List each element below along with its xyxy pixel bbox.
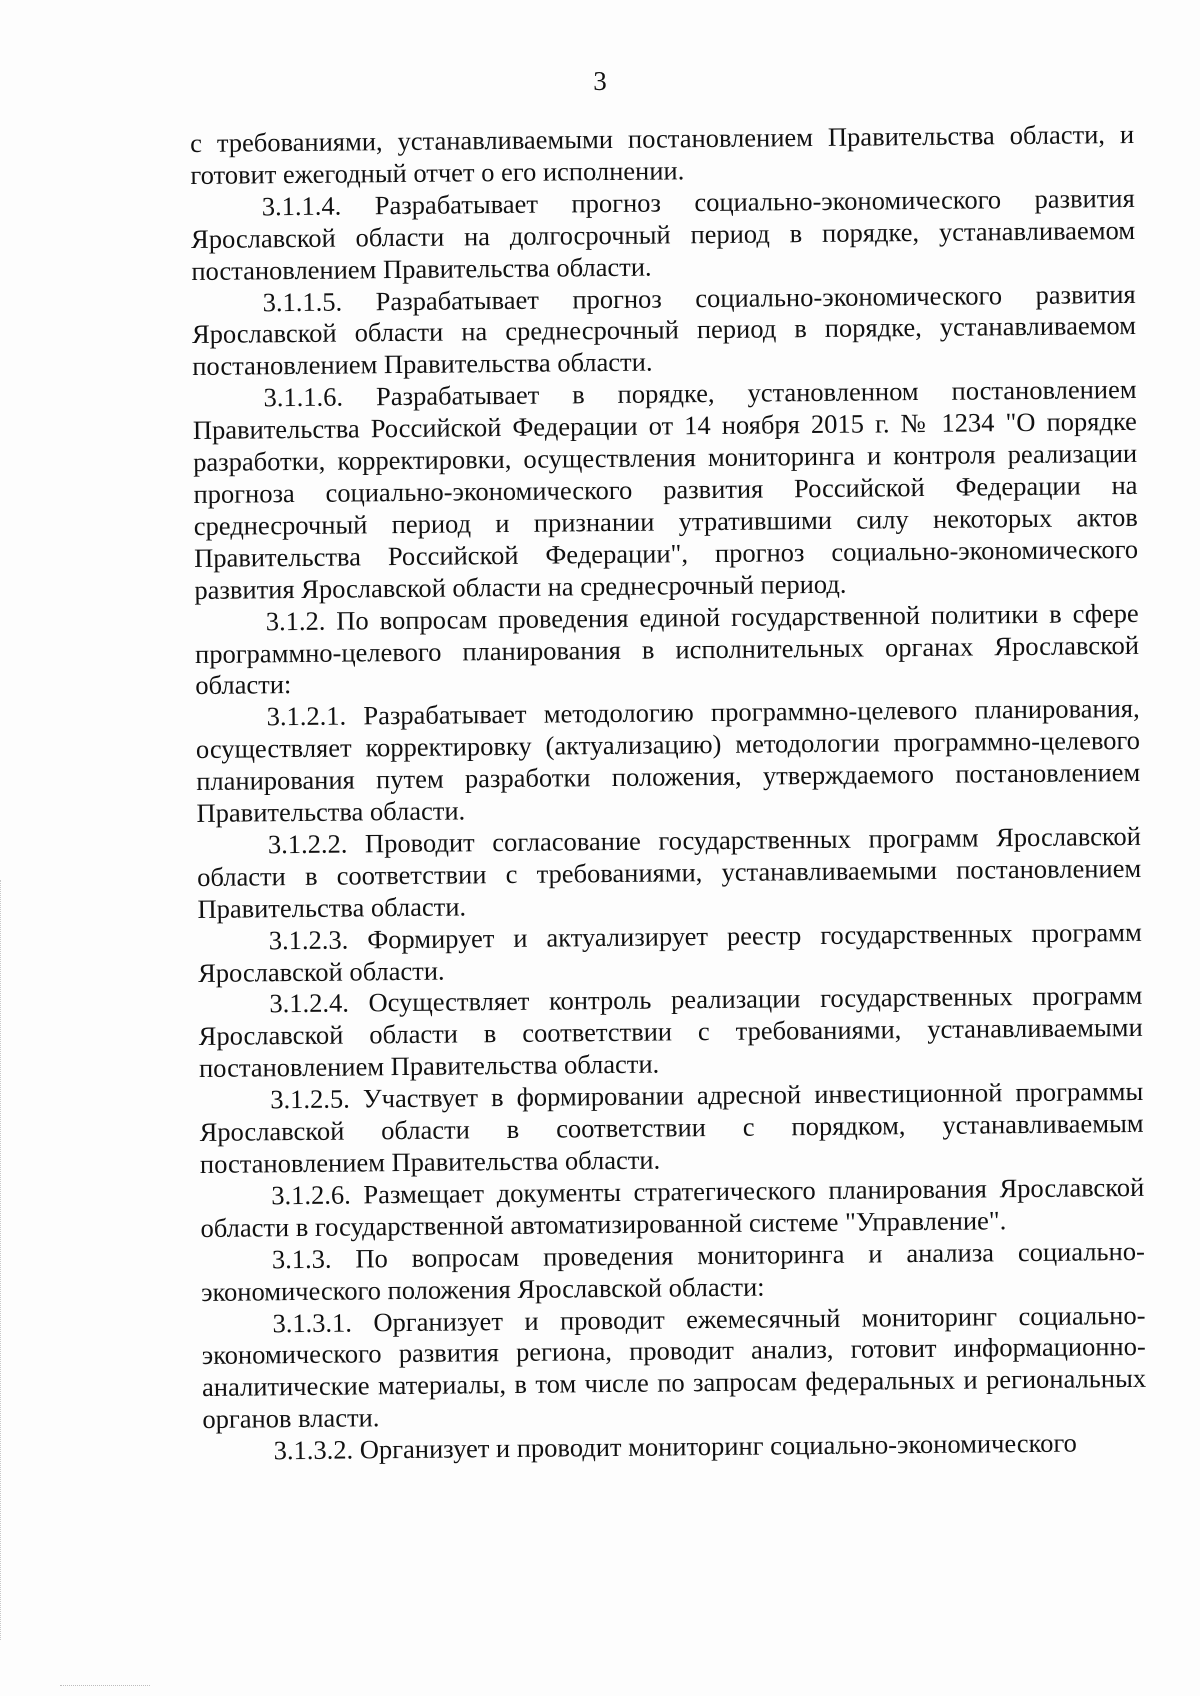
paragraph: с требованиями, устанавливаемыми постановлением Правительства области, и готовит ежегодный отчет о его исполнении.	[190, 118, 1135, 190]
paragraph: 3.1.2.3. Формирует и актуализирует реестр государственных программ Ярославской области.	[197, 916, 1142, 988]
paragraph: 3.1.1.4. Разрабатывает прогноз социально-экономического развития Ярославской области на долгосрочный период в порядке, устанавливаемом постановлением Правительства области.	[190, 182, 1136, 286]
paragraph: 3.1.2.4. Осуществляет контроль реализации государственных программ Ярославской области в соответствии с требованиями, устанавливаемыми постановлением Правительства области.	[198, 980, 1143, 1084]
scan-edge-artifact	[0, 880, 4, 1640]
paragraph: 3.1.2. По вопросам проведения единой государственной политики в сфере программно-целевого планирования в исполнительных органах Ярославской области:	[194, 597, 1140, 701]
paragraph: 3.1.3.1. Организует и проводит ежемесячный мониторинг социально-экономического развития региона, проводит анализ, готовит информационно-аналитические материалы, в том числе по запросам федеральных и региональных органов власти.	[201, 1299, 1147, 1435]
paragraph: 3.1.2.6. Размещает документы стратегического планирования Ярославской области в государственной автоматизированной системе "Управление".	[200, 1171, 1145, 1243]
paragraph: 3.1.2.2. Проводит согласование государственных программ Ярославской области в соответствии с требованиями, устанавливаемыми постановлением Правительства области.	[197, 820, 1142, 924]
paragraph: 3.1.3. По вопросам проведения мониторинга и анализа социально-экономического положения Ярославской области:	[201, 1235, 1145, 1307]
paragraph: 3.1.2.5. Участвует в формировании адресной инвестиционной программы Ярославской области в соответствии с порядком, устанавливаемым постановлением Правительства области.	[199, 1076, 1144, 1179]
paragraph: 3.1.1.6. Разрабатывает в порядке, установленном постановлением Правительства Российской Федерации от 14 ноября 2015 г. № 1234 "О порядке разработки, корректировки, осуществления мониторинга и контроля реализации прогноза социально-экономического развития Российской Федерации на среднесрочный период и признании утратившими силу некоторых актов Правительства Российской Федерации", прогноз социально-экономического развития Ярославской области на среднесрочный период.	[192, 374, 1139, 605]
paragraph: 3.1.3.2. Организует и проводит мониторинг социально-экономического	[273, 1427, 1077, 1466]
paragraph: 3.1.2.1. Разрабатывает методологию программно-целевого планирования, осуществляет корректировку (актуализацию) методологии программно-целевого планирования путем разработки положения, утверждаемого постановлением Правительства области.	[195, 693, 1141, 828]
page-number: 3	[593, 66, 607, 96]
document-body	[190, 119, 1147, 1468]
paragraph: 3.1.1.5. Разрабатывает прогноз социально-экономического развития Ярославской области на среднесрочный период в порядке, устанавливаемом постановлением Правительства области.	[191, 278, 1137, 382]
scan-bottom-artifact	[60, 1685, 150, 1688]
